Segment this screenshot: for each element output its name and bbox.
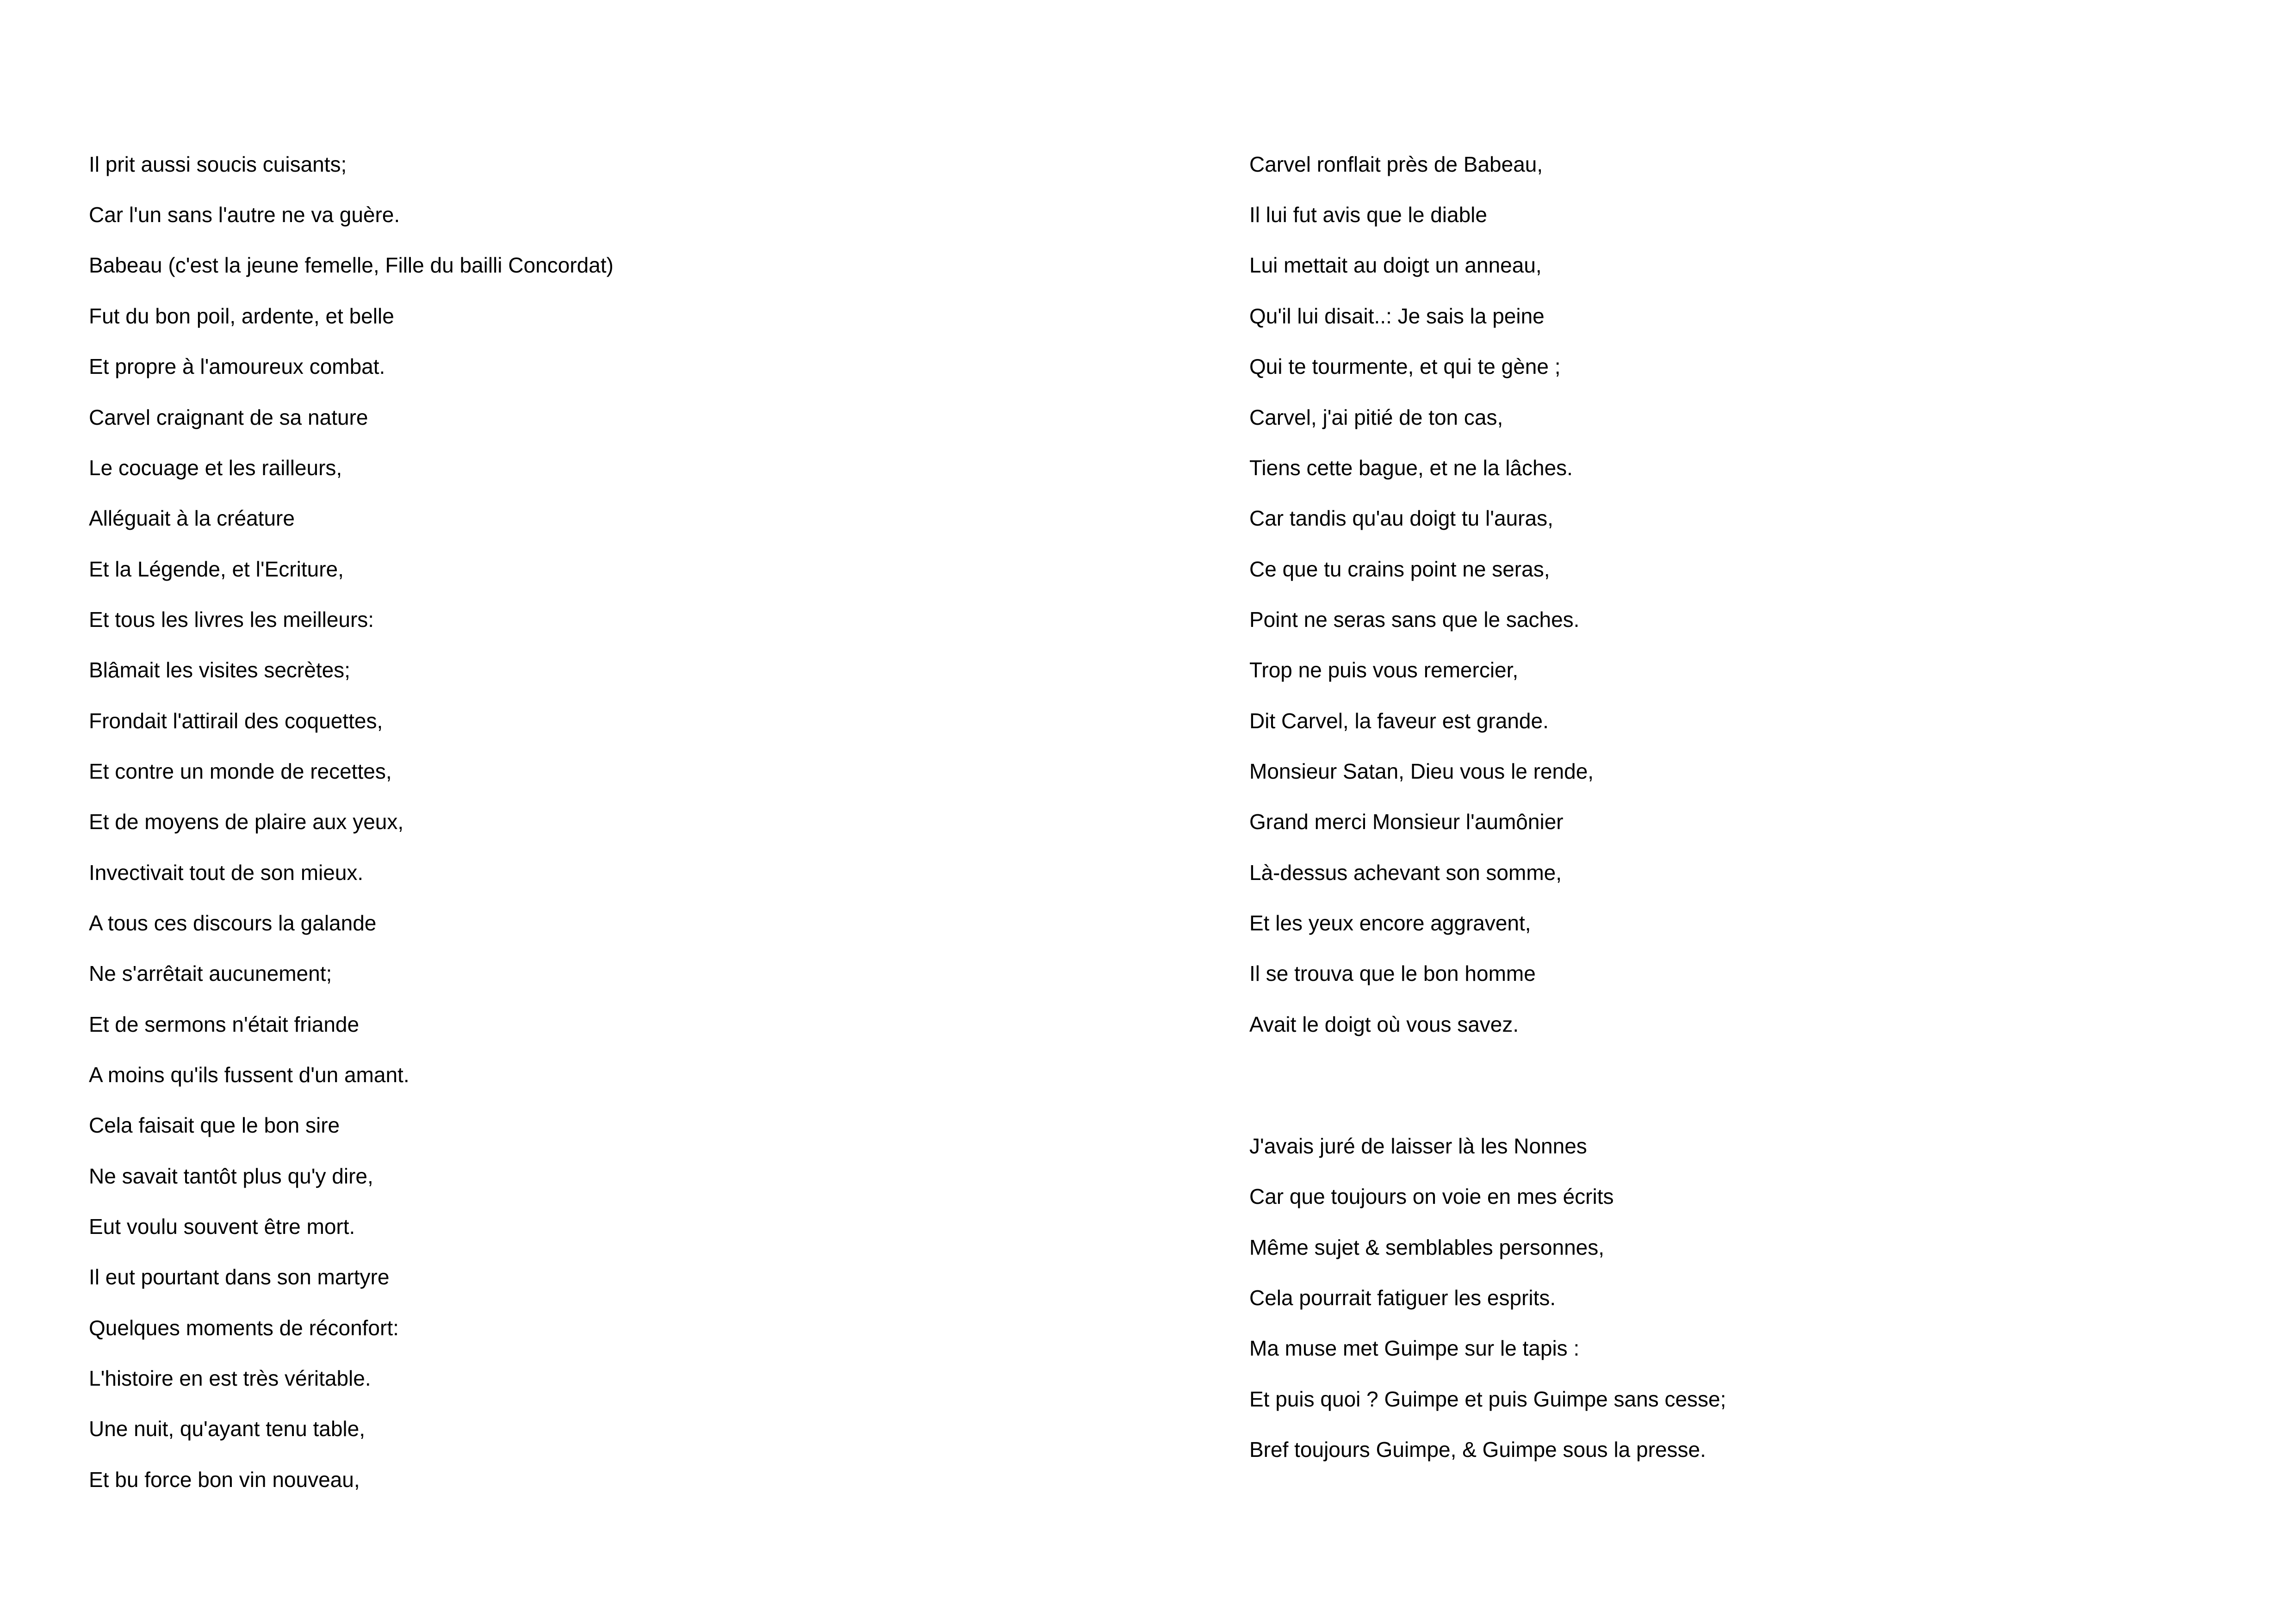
verse-line: Et les yeux encore aggravent,	[1249, 911, 1531, 935]
verse-line: Avait le doigt où vous savez.	[1249, 1012, 1519, 1036]
verse-line: Ce que tu crains point ne seras,	[1249, 557, 1550, 581]
verse-line: Eut voulu souvent être mort.	[89, 1214, 355, 1239]
verse-line: Carvel craignant de sa nature	[89, 405, 368, 429]
verse-line: Grand merci Monsieur l'aumônier	[1249, 810, 1564, 834]
verse-line: Une nuit, qu'ayant tenu table,	[89, 1417, 365, 1441]
verse-line: J'avais juré de laisser là les Nonnes	[1249, 1134, 1587, 1158]
verse-line: Et tous les livres les meilleurs:	[89, 607, 374, 632]
verse-line: Carvel ronflait près de Babeau,	[1249, 152, 1543, 176]
verse-line: Et bu force bon vin nouveau,	[89, 1468, 360, 1492]
verse-line: Et contre un monde de recettes,	[89, 759, 392, 783]
verse-line: Cela faisait que le bon sire	[89, 1113, 340, 1137]
verse-line: Et propre à l'amoureux combat.	[89, 354, 385, 378]
verse-line: Qui te tourmente, et qui te gène ;	[1249, 354, 1561, 378]
verse-line: Invectivait tout de son mieux.	[89, 861, 364, 885]
verse-line: Ne savait tantôt plus qu'y dire,	[89, 1164, 373, 1188]
verse-line: Même sujet & semblables personnes,	[1249, 1235, 1605, 1259]
verse-line: L'histoire en est très véritable.	[89, 1366, 371, 1390]
verse-line: Il lui fut avis que le diable	[1249, 203, 1487, 227]
verse-line: A moins qu'ils fussent d'un amant.	[89, 1063, 410, 1087]
verse-line: Et la Légende, et l'Ecriture,	[89, 557, 344, 581]
verse-line: Car que toujours on voie en mes écrits	[1249, 1184, 1614, 1208]
verse-line: Lui mettait au doigt un anneau,	[1249, 253, 1542, 277]
verse-line: Ma muse met Guimpe sur le tapis :	[1249, 1336, 1580, 1360]
verse-line: Point ne seras sans que le saches.	[1249, 607, 1580, 632]
verse-line: Alléguait à la créature	[89, 506, 295, 530]
verse-line: Blâmait les visites secrètes;	[89, 658, 350, 682]
verse-line: Car tandis qu'au doigt tu l'auras,	[1249, 506, 1553, 530]
verse-line: Et de moyens de plaire aux yeux,	[89, 810, 404, 834]
verse-line: Trop ne puis vous remercier,	[1249, 658, 1519, 682]
verse-line: Carvel, j'ai pitié de ton cas,	[1249, 405, 1503, 429]
verse-line: Quelques moments de réconfort:	[89, 1316, 399, 1340]
verse-line: Dit Carvel, la faveur est grande.	[1249, 709, 1549, 733]
verse-line: Bref toujours Guimpe, & Guimpe sous la presse.	[1249, 1437, 1706, 1462]
verse-line: Tiens cette bague, et ne la lâches.	[1249, 456, 1573, 480]
verse-line: Qu'il lui disait..: Je sais la peine	[1249, 304, 1545, 328]
verse-line: Monsieur Satan, Dieu vous le rende,	[1249, 759, 1594, 783]
verse-line: Fut du bon poil, ardente, et belle	[89, 304, 394, 328]
verse-line: Frondait l'attirail des coquettes,	[89, 709, 383, 733]
verse-line: Là-dessus achevant son somme,	[1249, 861, 1562, 885]
verse-line: Car l'un sans l'autre ne va guère.	[89, 203, 400, 227]
verse-line: Ne s'arrêtait aucunement;	[89, 961, 332, 985]
verse-line: Cela pourrait fatiguer les esprits.	[1249, 1286, 1556, 1310]
verse-line: Le cocuage et les railleurs,	[89, 456, 342, 480]
verse-line: Il eut pourtant dans son martyre	[89, 1265, 390, 1289]
verse-line: Babeau (c'est la jeune femelle, Fille du bailli Concordat)	[89, 253, 614, 277]
verse-line: A tous ces discours la galande	[89, 911, 377, 935]
verse-line: Et de sermons n'était friande	[89, 1012, 360, 1036]
verse-line: Et puis quoi ? Guimpe et puis Guimpe sans cesse;	[1249, 1387, 1726, 1411]
verse-line: Il se trouva que le bon homme	[1249, 961, 1536, 985]
verse-line: Il prit aussi soucis cuisants;	[89, 152, 347, 176]
